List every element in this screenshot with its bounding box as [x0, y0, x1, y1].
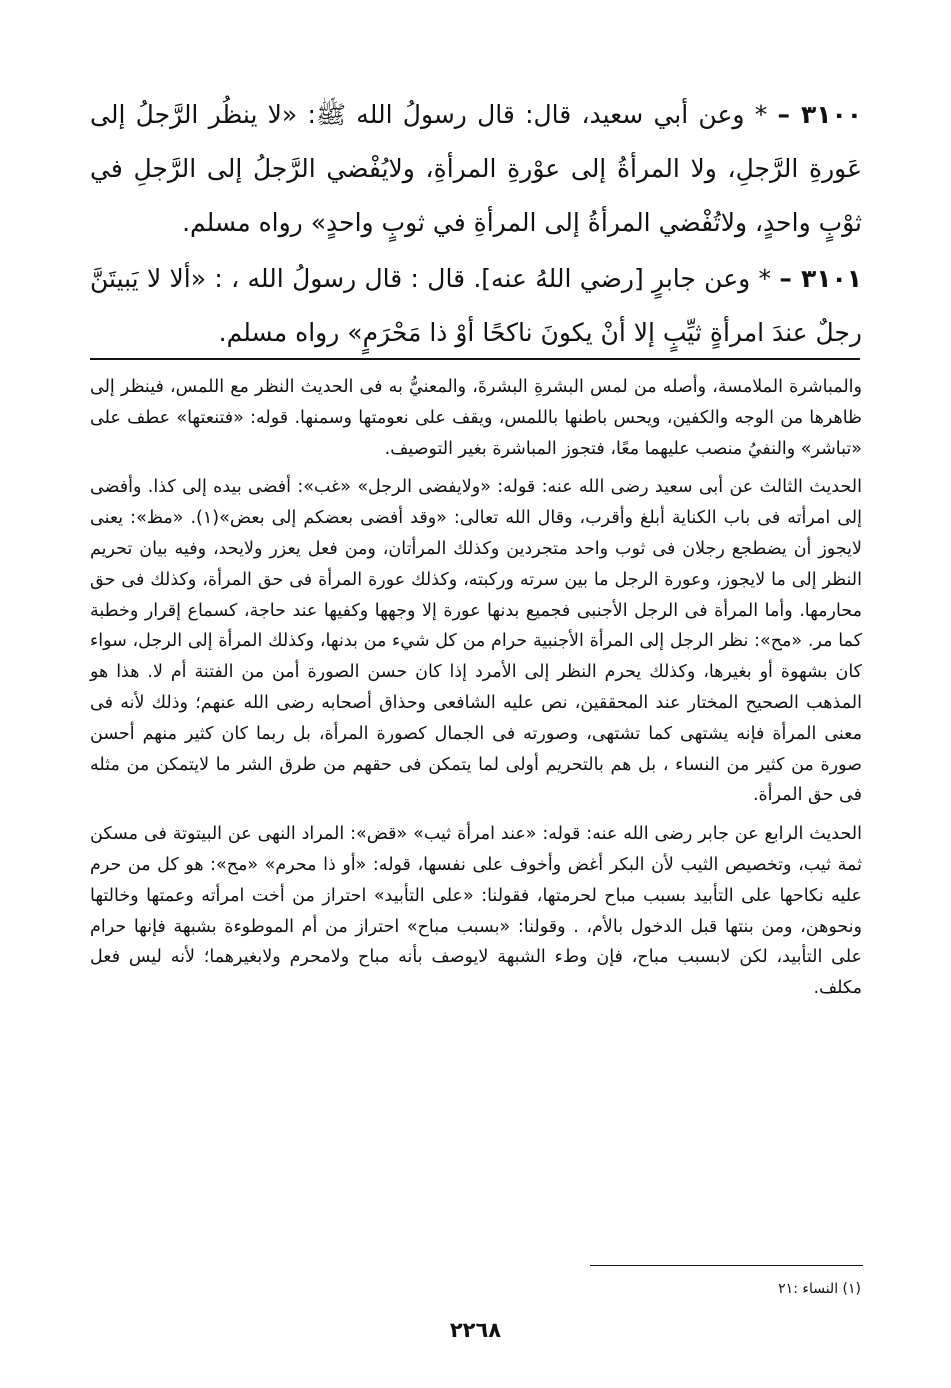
- section-divider: [90, 358, 860, 360]
- hadith-number: ٣١٠١ –: [779, 264, 862, 293]
- commentary-paragraph: الحديث الثالث عن أبى سعيد رضى الله عنه: قوله: «ولايفضى الرجل» «غب»: أفضى بيده إلى كذا. وأفضى إلى امرأته فى باب الكناية أبلغ وأقرب، وقال الله تعالى: «وقد أفضى بعضكم إلى بعض»(١). «مظ»: يعنى لايجوز أن يضطجع رجلان فى ثوب واحد متجردين وكذلك المرأتان، ومن فعل يعزر ولايحد، وفيه بيان تحريم النظر إلى ما لايجوز، وعورة الرجل ما بين سرته وركبته، وكذلك عورة المرأة فى حق المرأة، وكذلك فى حق محارمها. وأما المرأة فى الرجل الأجنبى فجميع بدنها عورة إلا وجهها وكفيها عند حاجة، كسماع إقرار وخطبة كما مر. «مح»: نظر الرجل إلى المرأة الأجنبية حرام من كل شيء من بدنها، وكذلك المرأة إلى الرجل، سواء كان بشهوة أو بغيرها، وكذلك يحرم النظر إلى الأمرد إذا كان حسن الصورة أمن من الفتنة أم لا. هذا هو المذهب الصحيح المختار عند المحققين، نص عليه الشافعى وحذاق أصحابه رضى الله عنهم؛ وذلك لأنه فى معنى المرأة فإنه يشتهى كما تشتهى، وصورته فى الجمال كصورة المرأة، بل ربما كان كثير منهم أحسن صورة من كثير من النساء ، بل هم بالتحريم أولى لما يتمكن فى حقهم من طرق الشر ما لايتمكن من مثله فى حق المرأة.: [90, 477, 862, 806]
- footnote-divider: [590, 1265, 863, 1266]
- commentary-paragraph: الحديث الرابع عن جابر رضى الله عنه: قوله: «عند امرأة ثيب» «قض»: المراد النهى عن البيتوتة فى مسكن ثمة ثيب، وتخصيص الثيب لأن البكر أغض وأخوف على نفسها، قوله: «أو ذا محرم» «مح»: هو كل من حرم عليه نكاحها على التأبيد بسبب مباح لحرمتها، فقولنا: «على التأبيد» احتراز من أخت امرأته وعمتها وخالتها ونحوهن، ومن بنتها قبل الدخول بالأم، . وقولنا: «بسبب مباح» احتراز من أم الموطوءة بشبهة فإنها حرام على التأبيد، لكن لابسبب مباح، فإن وطء الشبهة لايوصف بأنه مباح ولامحرم ولابغيرهما؛ لأنه ليس فعل مكلف.: [90, 824, 862, 999]
- page-number: ٢٢٦٨: [449, 1318, 502, 1342]
- hadith-3100: [90, 88, 862, 250]
- commentary-section: [90, 372, 862, 1012]
- commentary-paragraph: والمباشرة الملامسة، وأصله من لمس البشرةِ البشرةَ، والمعنيُّ به فى الحديث النظر مع اللمس، فينظر إلى ظاهرها من الوجه والكفين، ويحس باطنها باللمس، ويقف على نعومتها وسمنها. قوله: «فتنعتها» عطف على «تباشر» والنفيُ منصب عليهما معًا، فتجوز المباشرة بغير التوصيف.: [90, 377, 862, 459]
- hadith-text: * وعن أبي سعيد، قال: قال رسولُ الله ﷺ: «لا ينظُر الرَّجلُ إلى عَورةِ الرَّجلِ، ولا المرأةُ إلى عوْرةِ المرأةِ، ولايُفْضي الرَّجلُ إلى الرَّجلِ في ثوْبٍ واحدٍ، ولاتُفْضي المرأةُ إلى المرأةِ في ثوبٍ واحدٍ» رواه مسلم.: [90, 100, 862, 237]
- hadith-number: ٣١٠٠ –: [777, 100, 862, 129]
- footnote: (١) النساء :٢١: [778, 1281, 861, 1297]
- hadith-section: [90, 88, 862, 362]
- hadith-text: * وعن جابرٍ [رضي اللهُ عنه]. قال : قال رسولُ الله ، : «ألا لا يَبيتَنَّ رجلٌ عندَ امرأةٍ ثيِّبٍ إلا أنْ يكونَ ناكحًا أوْ ذا مَحْرَمٍ» رواه مسلم.: [90, 264, 862, 347]
- hadith-3101: [90, 252, 862, 360]
